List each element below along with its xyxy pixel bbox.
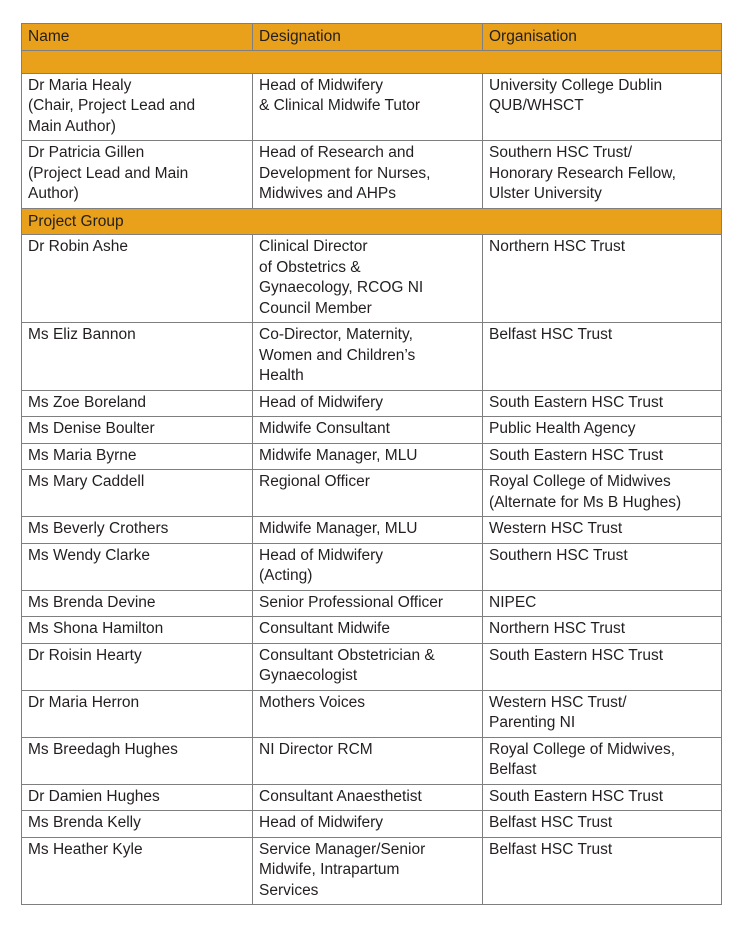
header-band bbox=[22, 50, 722, 73]
cell-name: Ms Brenda Kelly bbox=[22, 811, 253, 838]
cell-name: Dr Roisin Hearty bbox=[22, 643, 253, 690]
cell-name: Ms Eliz Bannon bbox=[22, 323, 253, 391]
cell-designation: Consultant Midwife bbox=[253, 617, 483, 644]
table-row bbox=[22, 390, 722, 417]
column-header-name: Name bbox=[22, 24, 253, 51]
cell-designation: Consultant Obstetrician & Gynaecologist bbox=[253, 643, 483, 690]
cell-name: Dr Patricia Gillen (Project Lead and Main Author) bbox=[22, 141, 253, 209]
cell-designation: Clinical Director of Obstetrics & Gynaecology, RCOG NI Council Member bbox=[253, 235, 483, 323]
cell-organisation: Belfast HSC Trust bbox=[483, 811, 722, 838]
header-band-row bbox=[22, 50, 722, 73]
cell-name: Ms Wendy Clarke bbox=[22, 543, 253, 590]
cell-designation: Consultant Anaesthetist bbox=[253, 784, 483, 811]
table-row bbox=[22, 784, 722, 811]
cell-organisation: Belfast HSC Trust bbox=[483, 837, 722, 905]
cell-name: Ms Shona Hamilton bbox=[22, 617, 253, 644]
cell-organisation: South Eastern HSC Trust bbox=[483, 390, 722, 417]
table-header-row bbox=[22, 24, 722, 51]
table-row bbox=[22, 517, 722, 544]
cell-organisation: Southern HSC Trust/ Honorary Research Fellow, Ulster University bbox=[483, 141, 722, 209]
cell-organisation: Western HSC Trust bbox=[483, 517, 722, 544]
cell-organisation: University College Dublin QUB/WHSCT bbox=[483, 73, 722, 141]
cell-designation: Midwife Manager, MLU bbox=[253, 443, 483, 470]
cell-designation: Service Manager/Senior Midwife, Intrapartum Services bbox=[253, 837, 483, 905]
cell-organisation: South Eastern HSC Trust bbox=[483, 443, 722, 470]
cell-organisation: South Eastern HSC Trust bbox=[483, 784, 722, 811]
cell-designation: NI Director RCM bbox=[253, 737, 483, 784]
cell-name: Ms Breedagh Hughes bbox=[22, 737, 253, 784]
table-row bbox=[22, 690, 722, 737]
cell-organisation: Public Health Agency bbox=[483, 417, 722, 444]
table-row bbox=[22, 141, 722, 209]
table-row bbox=[22, 617, 722, 644]
table-row bbox=[22, 235, 722, 323]
table-row bbox=[22, 837, 722, 905]
cell-designation: Midwife Consultant bbox=[253, 417, 483, 444]
table-row bbox=[22, 470, 722, 517]
cell-name: Dr Damien Hughes bbox=[22, 784, 253, 811]
section-row-project-group bbox=[22, 208, 722, 235]
cell-name: Ms Zoe Boreland bbox=[22, 390, 253, 417]
table-row bbox=[22, 443, 722, 470]
table-row bbox=[22, 590, 722, 617]
cell-name: Dr Maria Healy (Chair, Project Lead and Main Author) bbox=[22, 73, 253, 141]
cell-designation: Head of Midwifery bbox=[253, 390, 483, 417]
cell-designation: Senior Professional Officer bbox=[253, 590, 483, 617]
cell-organisation: Royal College of Midwives (Alternate for Ms B Hughes) bbox=[483, 470, 722, 517]
table-row bbox=[22, 417, 722, 444]
section-label: Project Group bbox=[22, 208, 722, 235]
cell-organisation: Northern HSC Trust bbox=[483, 617, 722, 644]
cell-organisation: Northern HSC Trust bbox=[483, 235, 722, 323]
cell-designation: Regional Officer bbox=[253, 470, 483, 517]
cell-name: Dr Robin Ashe bbox=[22, 235, 253, 323]
table-row bbox=[22, 811, 722, 838]
table-row bbox=[22, 323, 722, 391]
cell-designation: Co-Director, Maternity, Women and Children’s Health bbox=[253, 323, 483, 391]
cell-organisation: South Eastern HSC Trust bbox=[483, 643, 722, 690]
table-row bbox=[22, 643, 722, 690]
cell-name: Ms Denise Boulter bbox=[22, 417, 253, 444]
cell-designation: Midwife Manager, MLU bbox=[253, 517, 483, 544]
cell-name: Ms Mary Caddell bbox=[22, 470, 253, 517]
cell-designation: Head of Midwifery (Acting) bbox=[253, 543, 483, 590]
cell-name: Ms Brenda Devine bbox=[22, 590, 253, 617]
membership-table-page bbox=[21, 23, 721, 905]
cell-name: Ms Maria Byrne bbox=[22, 443, 253, 470]
cell-designation: Head of Midwifery & Clinical Midwife Tutor bbox=[253, 73, 483, 141]
cell-organisation: Belfast HSC Trust bbox=[483, 323, 722, 391]
table-row bbox=[22, 737, 722, 784]
table-row bbox=[22, 73, 722, 141]
cell-organisation: NIPEC bbox=[483, 590, 722, 617]
cell-organisation: Royal College of Midwives, Belfast bbox=[483, 737, 722, 784]
cell-designation: Head of Midwifery bbox=[253, 811, 483, 838]
membership-table bbox=[21, 23, 722, 905]
table-row bbox=[22, 543, 722, 590]
cell-organisation: Southern HSC Trust bbox=[483, 543, 722, 590]
cell-designation: Mothers Voices bbox=[253, 690, 483, 737]
cell-designation: Head of Research and Development for Nurses, Midwives and AHPs bbox=[253, 141, 483, 209]
cell-organisation: Western HSC Trust/ Parenting NI bbox=[483, 690, 722, 737]
cell-name: Ms Heather Kyle bbox=[22, 837, 253, 905]
column-header-organisation: Organisation bbox=[483, 24, 722, 51]
column-header-designation: Designation bbox=[253, 24, 483, 51]
cell-name: Dr Maria Herron bbox=[22, 690, 253, 737]
cell-name: Ms Beverly Crothers bbox=[22, 517, 253, 544]
